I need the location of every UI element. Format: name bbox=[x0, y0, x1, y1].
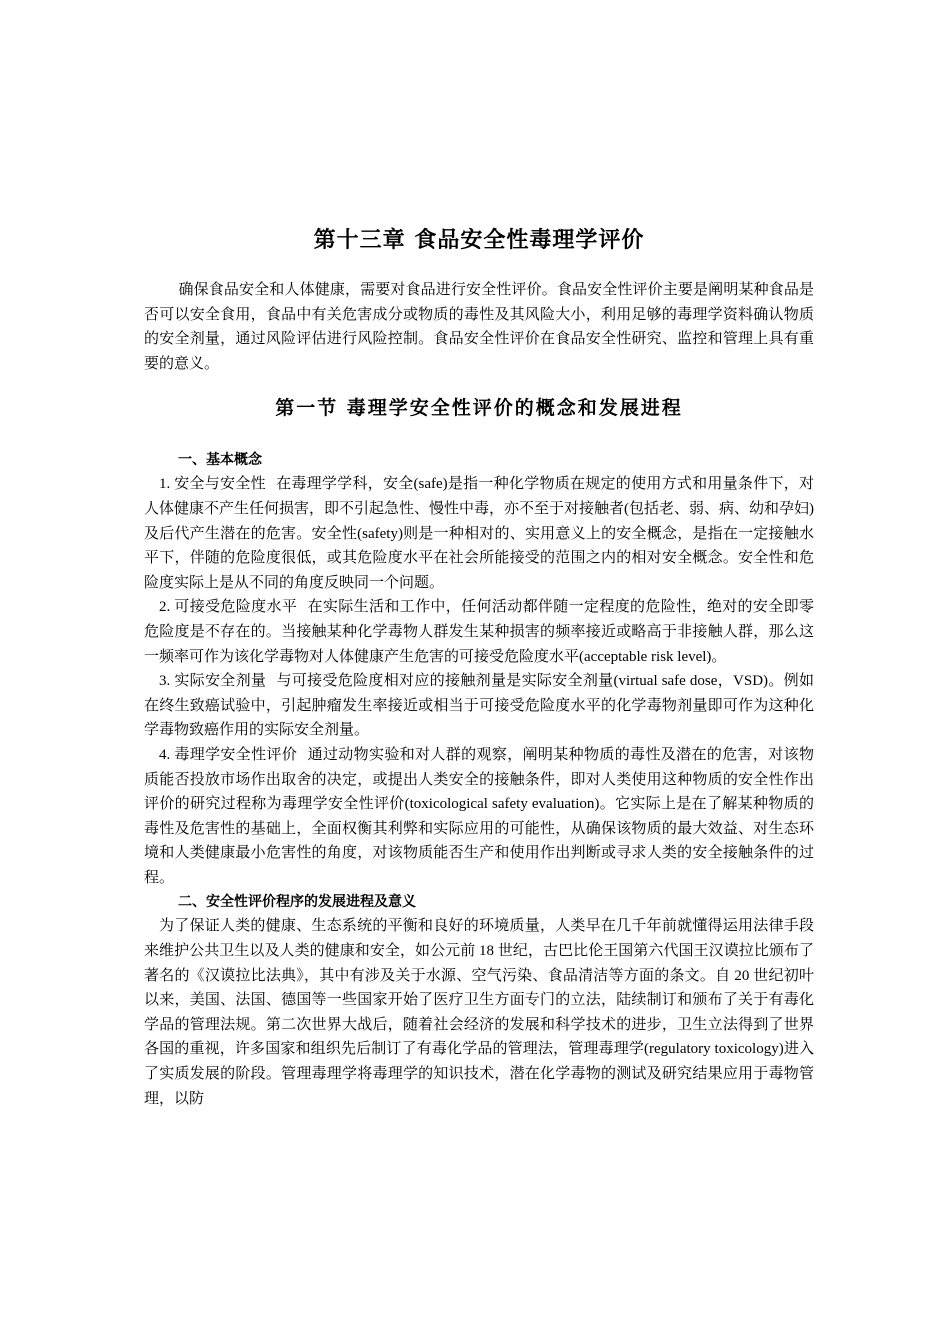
page-content bbox=[144, 226, 814, 1111]
concept-paragraph-2 bbox=[144, 595, 814, 669]
intro-paragraph: 确保食品安全和人体健康，需要对食品进行安全性评价。食品安全性评价主要是阐明某种食品是否可以安全食用，食品中有关危害成分或物质的毒性及其风险大小，利用足够的毒理学资料确认物质的安全剂量，通过风险评估进行风险控制。食品安全性评价在食品安全性研究、监控和管理上具有重要的意义。 bbox=[144, 282, 814, 372]
concept-term-3: 3. 实际安全剂量 bbox=[159, 673, 267, 690]
concept-text-2: 在实际生活和工作中，任何活动都伴随一定程度的危险性，绝对的安全即零危险度是不存在的。当接触某种化学毒物人群发生某种损害的频率接近或略高于非接触人群，那么这一频率可作为该化学毒物对人体健康产生危害的可接受危险度水平(acceptable risk level)。 bbox=[144, 599, 814, 665]
concept-paragraph-1 bbox=[144, 472, 814, 595]
concept-paragraph-4 bbox=[144, 743, 814, 891]
development-paragraph: 为了保证人类的健康、生态系统的平衡和良好的环境质量，人类早在几千年前就懂得运用法律手段来维护公共卫生以及人类的健康和安全，如公元前 18 世纪，古巴比伦王国第六代国王汉谟拉比颁布了著名的《汉谟拉比法典》，其中有涉及关于水源、空气污染、食品清洁等方面的条文。自 20 世纪初叶以来，美国、法国、德国等一些国家开始了医疗卫生方面专门的立法，陆续制订和颁布了关于有毒化学品的管理法规。第二次世界大战后，随着社会经济的发展和科学技术的进步，卫生立法得到了世界各国的重视，许多国家和组织先后制订了有毒化学品的管理法，管理毒理学(regulatory toxicology)进入了实质发展的阶段。管理毒理学将毒理学的知识技术，潜在化学毒物的测试及研究结果应用于毒物管理，以防 bbox=[144, 918, 814, 1107]
concept-text-3: 与可接受危险度相对应的接触剂量是实际安全剂量(virtual safe dose，VSD)。例如在终生致癌试验中，引起肿瘤发生率接近或相当于可接受危险度水平的化学毒物剂量即可作为这种化学毒物致癌作用的实际安全剂量。 bbox=[144, 673, 814, 739]
concept-text-4: 通过动物实验和对人群的观察，阐明某种物质的毒性及潜在的危害，对该物质能否投放市场作出取舍的决定，或提出人类安全的接触条件，即对人类使用这种物质的安全性作出评价的研究过程称为毒理学安全性评价(toxicological safety evaluation)。它实际上是在了解某种物质的毒性及危害性的基础上，全面权衡其利弊和实际应用的可能性，从确保该物质的最大效益、对生态环境和人类健康最小危害性的角度，对该物质能否生产和使用作出判断或寻求人类的安全接触条件的过程。 bbox=[144, 746, 814, 886]
subheading-development: 二、安全性评价程序的发展进程及意义 bbox=[178, 894, 416, 911]
concept-paragraph-3 bbox=[144, 669, 814, 743]
chapter-title: 第十三章 食品安全性毒理学评价 bbox=[313, 228, 645, 253]
concept-term-2: 2. 可接受危险度水平 bbox=[159, 599, 298, 616]
subheading-basic-concepts: 一、基本概念 bbox=[178, 452, 262, 469]
section-title: 第一节 毒理学安全性评价的概念和发展进程 bbox=[275, 397, 683, 420]
concept-term-4: 4. 毒理学安全性评价 bbox=[159, 746, 298, 763]
concept-text-1: 在毒理学学科，安全(safe)是指一种化学物质在规定的使用方式和用量条件下，对人体健康不产生任何损害，即不引起急性、慢性中毒，亦不至于对接触者(包括老、弱、病、幼和孕妇)及后代产生潜在的危害。安全性(safety)则是一种相对的、实用意义上的安全概念，是指在一定接触水平下，伴随的危险度很低，或其危险度水平在社会所能接受的范围之内的相对安全概念。安全性和危险度实际上是从不同的角度反映同一个问题。 bbox=[144, 476, 814, 591]
concept-term-1: 1. 安全与安全性 bbox=[159, 476, 266, 493]
